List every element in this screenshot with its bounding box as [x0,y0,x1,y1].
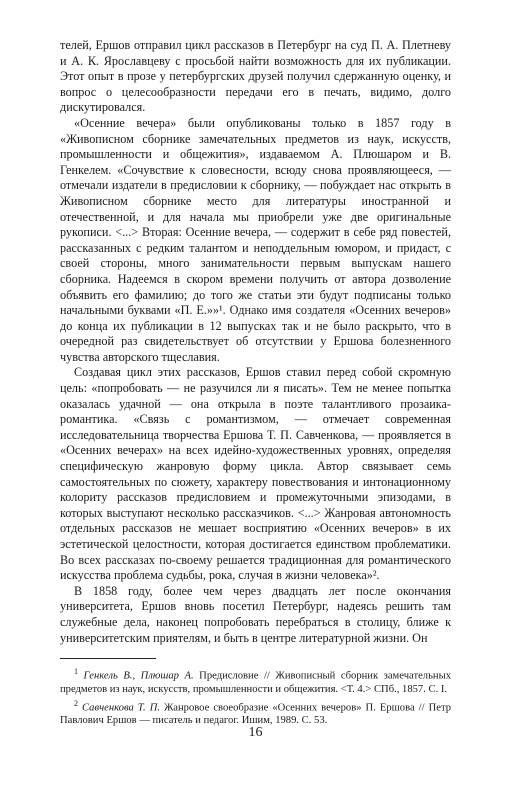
footnote-2-mark: 2 [74,698,78,708]
paragraph-1: телей, Ершов отправил цикл рассказов в Петербург на суд П. А. Плетневу и А. К. Ярославцеву с просьбой найти возможность для их публикации. Этот опыт в прозе у петербургских друзей получил сдержанную оценку, и вопрос о целесообразности передачи его в печать, видимо, долго дискутировался. [60,38,451,115]
footnote-1-mark: 1 [74,667,78,677]
paragraph-2: «Осенние вечера» были опубликованы только в 1857 году в «Живописном сборнике замечательных предметов из наук, искусств, промышленности и общежития», издаваемом А. Плюшаром и В. Генкелем. «Сочувствие к словесности, всюду снова проявляющееся, — отмечали издатели в предисловии к сборнику, — побуждает нас открыть в Живописном сборнике место для литературы иностранной и отечественной, и для начала мы приобрели уже две оригинальные рукописи. <...> Вторая: Осенние вечера, — содержит в себе ряд повестей, рассказанных с редким талантом и неподдельным юмором, и придаст, с своей стороны, много занимательности первым выпускам нашего сборника. Надеемся в скором времени получить от автора дозволение объявить его фамилию; до того же статьи эти будут подписаны только начальными буквами «П. Е.»»¹. Однако имя создателя «Осенних вечеров» до конца их публикации в 12 выпусках так и не было раскрыто, что в очередной раз свидетельствует об отсутствии у Ершова болезненного чувства авторского тщеславия. [60,115,451,364]
page-number: 16 [248,725,263,740]
footnote-1-author: Генкель В., Плюшар А. [83,670,194,682]
paragraph-3: Создавая цикл этих рассказов, Ершов ставил перед собой скромную цель: «попробовать — не разучился ли я писать». Тем не менее попытка оказалась удачной — она открыла в поэте талантливого прозаика-романтика. «Связь с романтизмом, — отмечает современная исследовательница творчества Ершова Т. П. Савченкова, — проявляется в «Осенних вечерах» на всех идейно-художественных уровнях, определяя специфическую жанровую форму цикла. Автор связывает семь самостоятельных по сюжету, характеру повествования и интонационному колориту рассказов предисловием и промежуточными эпизодами, в которых выступают несколько рассказчиков. <...> Жанровая автономность отдельных рассказов не мешает восприятию «Осенних вечеров» в их эстетической целостности, которая достигается единством проблематики. Во всех рассказах по-своему решается традиционная для романтического искусства проблема судьбы, рока, случая в жизни человека»². [60,365,451,583]
paragraph-4: В 1858 году, более чем через двадцать лет после окончания университета, Ершов вновь посетил Петербург, надеясь решить там служебные дела, наконец попробовать перебраться в столицу, ближе к университетским приятелям, и быть в центре литературной жизни. Он [60,583,451,645]
footnote-1 [60,665,451,696]
footnote-2 [60,697,451,728]
footnote-1-text: Предисловие // Живописный сборник замечательных предметов из наук, искусств, промышленности и общежития. <Т. 4.> СПб., 1857. С. I. [60,670,451,696]
footnote-2-author: Савченкова Т. П. [82,702,161,714]
footnote-divider [60,658,156,659]
footnote-2-text: Жанровое своеобразие «Осенних вечеров» П. Ершова // Петр Павлович Ершов — писатель и педагог. Ишим, 1989. С. 53. [60,702,452,727]
